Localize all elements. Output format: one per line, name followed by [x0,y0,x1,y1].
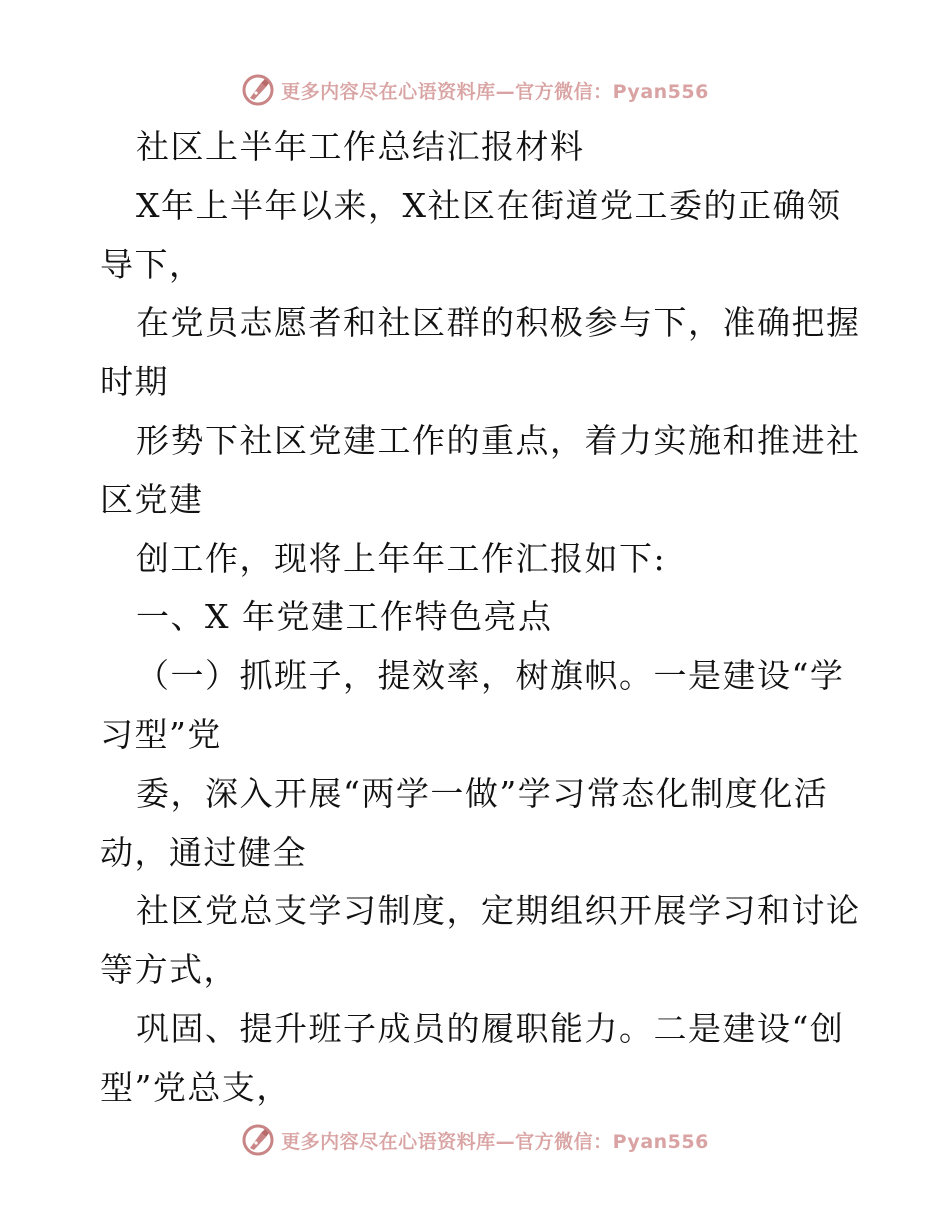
pen-nib-logo-icon [241,73,275,107]
paragraph-line: 动，通过健全 [100,832,307,872]
watermark-text: 更多内容尽在心语资料库—官方微信：Pyan556 [281,1130,709,1153]
paragraph-line: 时期 [100,362,169,402]
paragraph-line: 巩固、提升班子成员的履职能力。二是建设“创 [136,1008,845,1048]
watermark-text: 更多内容尽在心语资料库—官方微信：Pyan556 [281,80,709,103]
paragraph-line: 形势下社区党建工作的重点，着力实施和推进社 [136,420,861,460]
paragraph-line: 型”党总支， [100,1067,291,1107]
document-body [100,118,860,1118]
paragraph-line: 委，深入开展“两学一做”学习常态化制度化活 [136,773,829,813]
document-title: 社区上半年工作总结汇报材料 [136,127,585,166]
paragraph-line: 在党员志愿者和社区群的积极参与下，准确把握 [136,303,861,343]
paragraph-line: X年上半年以来，X社区在街道党工委的正确领 [136,185,842,225]
paragraph-line: 社区党总支学习制度，定期组织开展学习和讨论 [136,891,861,931]
paragraph-line: 导下， [100,244,204,284]
header-watermark [0,70,950,110]
paragraph-line: （一）抓班子，提效率，树旗帜。一是建设“学 [136,656,845,696]
paragraph-line: 等方式， [100,950,238,990]
paragraph-line: 区党建 [100,479,204,519]
pen-nib-logo-icon [241,1123,275,1157]
paragraph-line: 一、X 年党建工作特色亮点 [136,597,553,637]
paragraph-line: 习型”党 [100,714,222,754]
footer-watermark [0,1120,950,1160]
paragraph-line: 创工作，现将上年年工作汇报如下: [136,538,667,578]
